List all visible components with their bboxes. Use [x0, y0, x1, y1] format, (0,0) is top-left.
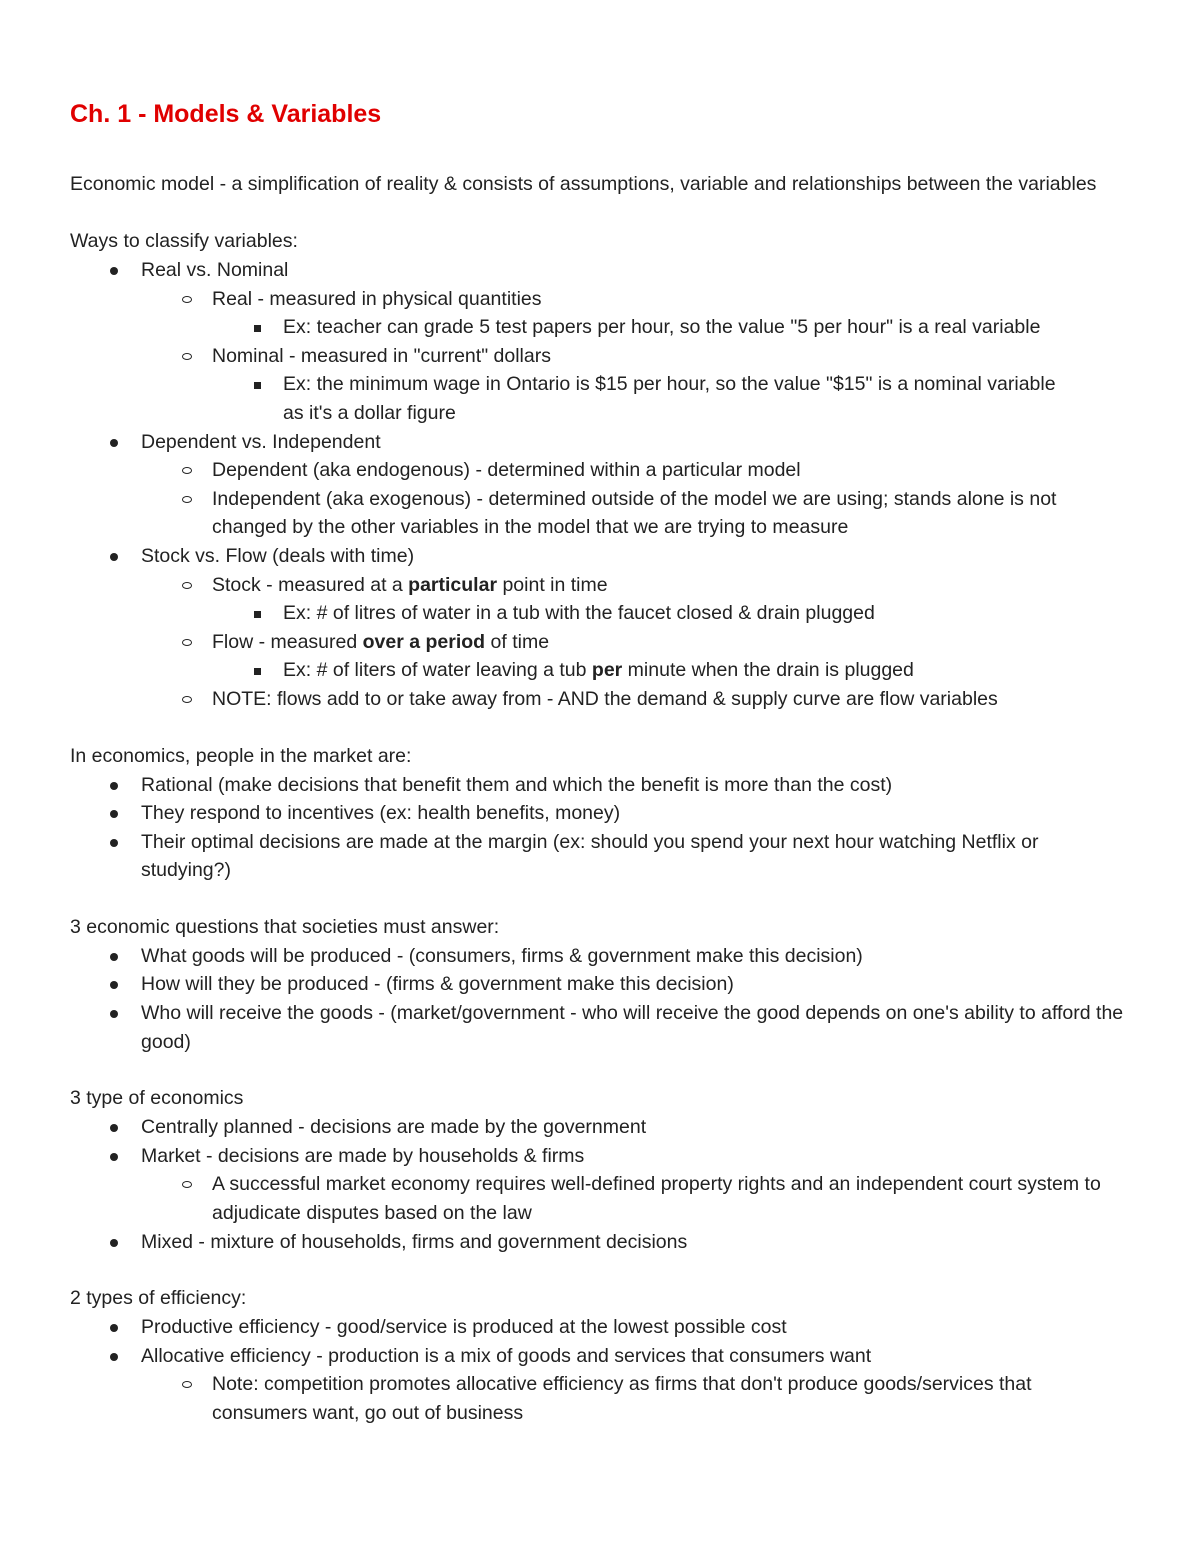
bullet-disc-icon	[110, 782, 118, 790]
bullet-disc-icon	[110, 1010, 118, 1018]
list-item: Mixed - mixture of households, firms and government decisions	[70, 1228, 1130, 1257]
list-item: What goods will be produced - (consumers, firms & government make this decision)	[70, 942, 1130, 971]
list-item: Ex: # of liters of water leaving a tub per minute when the drain is plugged	[212, 656, 1130, 685]
list-item: Allocative efficiency - production is a mix of goods and services that consumers want Note: competition promotes allocative efficiency as firms that don't produce goods/services that consumers want, go out of business	[70, 1342, 1130, 1428]
bullet-circle-icon	[182, 696, 192, 703]
bullet-disc-icon	[110, 1353, 118, 1361]
list-item: Real vs. Nominal Real - measured in physical quantities Ex: teacher can grade 5 test papers per hour, so the value "5 per hour" is a real variable Nominal - measured in "current" dollars Ex: the minimum wage in Ontario is $15 per hour, so the value "$15" is a nominal variable as it's a dollar figure	[70, 256, 1130, 428]
bullet-disc-icon	[110, 1153, 118, 1161]
classify-heading: Ways to classify variables:	[70, 230, 298, 252]
bullet-disc-icon	[110, 810, 118, 818]
list-item: How will they be produced - (firms & government make this decision)	[70, 970, 1130, 999]
efficiency-heading: 2 types of efficiency:	[70, 1287, 247, 1310]
bullet-circle-icon	[182, 467, 192, 474]
bullet-disc-icon	[110, 1324, 118, 1332]
list-item: Stock - measured at a particular point in time Ex: # of litres of water in a tub with the faucet closed & drain plugged	[141, 571, 1130, 628]
bullet-disc-icon	[110, 267, 118, 275]
list-item: They respond to incentives (ex: health benefits, money)	[70, 799, 1130, 828]
bullet-circle-icon	[182, 296, 192, 303]
bullet-circle-icon	[182, 582, 192, 589]
bullet-disc-icon	[110, 1239, 118, 1247]
econ-types-list	[70, 1113, 1130, 1256]
questions-heading: 3 economic questions that societies must answer:	[70, 915, 500, 938]
list-item: Nominal - measured in "current" dollars Ex: the minimum wage in Ontario is $15 per hour, so the value "$15" is a nominal variable as it's a dollar figure	[141, 342, 1130, 428]
bullet-circle-icon	[182, 496, 192, 503]
bullet-disc-icon	[110, 553, 118, 561]
bullet-circle-icon	[182, 639, 192, 646]
intro-paragraph: Economic model - a simplification of reality & consists of assumptions, variable and relationships between the variables	[70, 173, 1097, 195]
list-item: Independent (aka exogenous) - determined outside of the model we are using; stands alone is not changed by the other variables in the model that we are trying to measure	[141, 485, 1130, 542]
bullet-disc-icon	[110, 839, 118, 847]
bullet-circle-icon	[182, 1181, 192, 1188]
page-title: Ch. 1 - Models & Variables	[70, 100, 382, 128]
bullet-disc-icon	[110, 1124, 118, 1132]
bullet-square-icon	[254, 668, 261, 675]
bullet-disc-icon	[110, 981, 118, 989]
market-heading: In economics, people in the market are:	[70, 744, 412, 767]
bullet-disc-icon	[110, 953, 118, 961]
bullet-square-icon	[254, 325, 261, 332]
list-item: Their optimal decisions are made at the margin (ex: should you spend your next hour watching Netflix or studying?)	[70, 828, 1130, 885]
list-item: A successful market economy requires well-defined property rights and an independent court system to adjudicate disputes based on the law	[141, 1170, 1130, 1227]
efficiency-list	[70, 1313, 1130, 1427]
list-item: Real - measured in physical quantities Ex: teacher can grade 5 test papers per hour, so the value "5 per hour" is a real variable	[141, 285, 1130, 342]
list-item: Centrally planned - decisions are made by the government	[70, 1113, 1130, 1142]
list-item: NOTE: flows add to or take away from - AND the demand & supply curve are flow variables	[141, 685, 1130, 714]
document-page	[70, 96, 1130, 1428]
list-item: Dependent vs. Independent Dependent (aka endogenous) - determined within a particular model Independent (aka exogenous) - determined outside of the model we are using; stands alone is not changed by the other variables in the model that we are trying to measure	[70, 428, 1130, 542]
bullet-square-icon	[254, 611, 261, 618]
list-item: Note: competition promotes allocative efficiency as firms that don't produce goods/services that consumers want, go out of business	[141, 1370, 1130, 1427]
bullet-disc-icon	[110, 439, 118, 447]
bullet-circle-icon	[182, 353, 192, 360]
bullet-square-icon	[254, 382, 261, 389]
bullet-circle-icon	[182, 1381, 192, 1388]
classify-list	[70, 256, 1130, 714]
list-item: Flow - measured over a period of time Ex: # of liters of water leaving a tub per minute when the drain is plugged	[141, 628, 1130, 685]
list-item: Ex: teacher can grade 5 test papers per hour, so the value "5 per hour" is a real variable	[212, 313, 1130, 342]
list-item: Market - decisions are made by households & firms A successful market economy requires well-defined property rights and an independent court system to adjudicate disputes based on the law	[70, 1142, 1130, 1228]
list-item: Productive efficiency - good/service is produced at the lowest possible cost	[70, 1313, 1130, 1342]
questions-list	[70, 942, 1130, 1056]
list-item: Who will receive the goods - (market/government - who will receive the good depends on one's ability to afford the good)	[70, 999, 1130, 1056]
list-item: Dependent (aka endogenous) - determined within a particular model	[141, 456, 1130, 485]
list-item: Stock vs. Flow (deals with time) Stock - measured at a particular point in time Ex: # of litres of water in a tub with the faucet closed & drain plugged Flow - measured over a period of time Ex: # of liters of water leaving a tub per minute when the drain is plugged NOTE: flows add to or take away from - AND the demand & supply curve are flow variables	[70, 542, 1130, 714]
list-item: Rational (make decisions that benefit them and which the benefit is more than the cost)	[70, 771, 1130, 800]
list-item: Ex: the minimum wage in Ontario is $15 per hour, so the value "$15" is a nominal variable as it's a dollar figure	[212, 370, 1130, 427]
list-item: Ex: # of litres of water in a tub with the faucet closed & drain plugged	[212, 599, 1130, 628]
econ-types-heading: 3 type of economics	[70, 1087, 244, 1110]
market-list	[70, 771, 1130, 885]
